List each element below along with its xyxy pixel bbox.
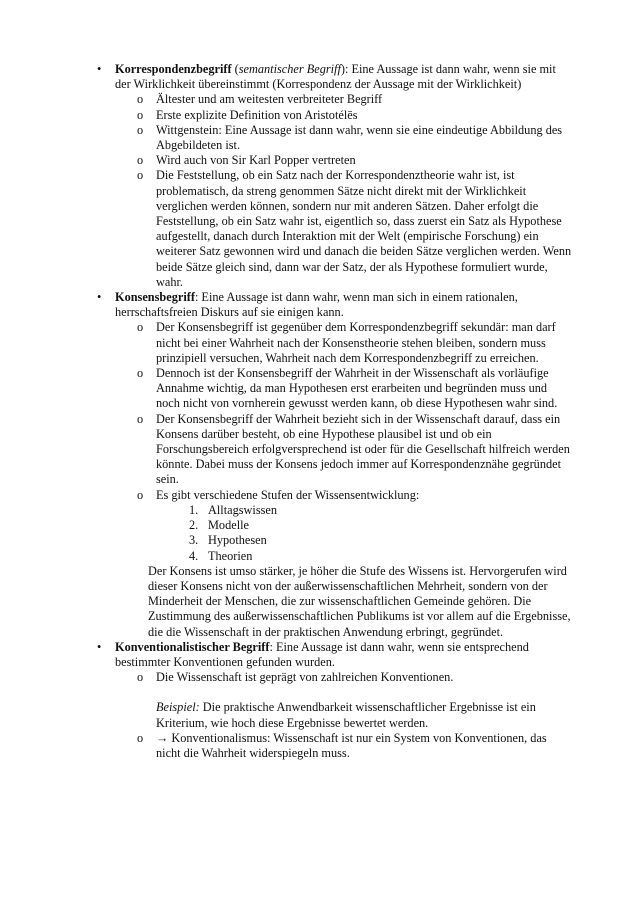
section-heading xyxy=(115,290,572,320)
circle-bullet-icon: o xyxy=(137,487,144,502)
stage-item: 1. Alltagswissen xyxy=(189,502,277,517)
term: Konsensbegriff xyxy=(115,290,195,305)
list-item: o Wittgenstein: Eine Aussage ist dann wahr, wenn sie eine eindeutige Abbildung des Abgebildeten ist. xyxy=(137,122,563,153)
circle-bullet-icon: o xyxy=(137,168,144,183)
circle-bullet-icon: o xyxy=(137,122,144,137)
list-item: o Der Konsensbegriff der Wahrheit bezieht sich in der Wissenschaft darauf, dass ein Konsens darüber besteht, ob eine Hypothese plausibel ist und ob ein Forschungsbereich erfolgversprechend ist oder für die Gesellschaft hilfreich werden könnte. Dabei muss der Konsens jedoch immer auf Korrespondenznähe gegründet sein. xyxy=(137,411,570,487)
section-korrespondenzbegriff xyxy=(97,62,572,92)
circle-bullet-icon: o xyxy=(137,107,144,122)
qualifier: semantischer Begriff xyxy=(238,62,341,76)
example-paragraph: Beispiel: Die praktische Anwendbarkeit wissenschaftlicher Ergebnisse ist ein Kriterium, wie hoch diese Ergebnisse bewertet werden. xyxy=(156,700,536,730)
document-content xyxy=(97,62,572,761)
definition: : Eine Aussage ist dann wahr, wenn sie entsprechend bestimmter Konventionen gefunden wurden. xyxy=(115,639,529,669)
bullet-icon: • xyxy=(97,62,102,76)
circle-bullet-icon: o xyxy=(137,153,144,168)
list-item: o Wird auch von Sir Karl Popper vertreten xyxy=(137,153,356,168)
section-konventionalistischer-begriff xyxy=(97,640,572,670)
list-item: o → Konventionalismus: Wissenschaft ist nur ein System von Konventionen, das nicht die Wahrheit widerspiegeln muss. xyxy=(137,730,547,760)
circle-bullet-icon: o xyxy=(137,411,144,426)
circle-bullet-icon: o xyxy=(137,670,144,685)
term: Korrespondenzbegriff xyxy=(115,62,232,76)
section-konsensbegriff xyxy=(97,290,572,320)
circle-bullet-icon: o xyxy=(137,366,144,381)
closing-paragraph: Der Konsens ist umso stärker, je höher die Stufe des Wissens ist. Hervorgerufen wird dieser Konsens nicht von der außerwissenschaftlichen Mehrheit, sondern von der Minderheit der Menschen, die zur wissenschaftlichen Gemeinde gehören. Die Zustimmung des außerwissenschaftlichen Publikums ist vor allem auf die Ergebnisse, die die Wissenschaft in der praktischen Anwendung erbringt, gegründet. xyxy=(148,563,571,639)
list-item: o Die Feststellung, ob ein Satz nach der Korrespondenztheorie wahr ist, ist problematisch, da streng genommen Sätze nicht direkt mit der Wirklichkeit verglichen werden können, sondern nur mit anderen Sätzen. Daher erfolgt die Feststellung, ob ein Satz wahr ist, eigentlich so, dass zuerst ein Satz als Hypothese aufgestellt, danach durch Interaktion mit der Welt (empirische Forschung) ein weiterer Satz gewonnen wird und danach die beiden Sätze verglichen werden. Wenn beide Sätze gleich sind, dann war der Satz, der als Hypothese formuliert wurde, wahr. xyxy=(137,168,572,289)
list-item: o Ältester und am weitesten verbreiteter Begriff xyxy=(137,92,383,107)
list-item: o Es gibt verschiedene Stufen der Wissensentwicklung: xyxy=(137,487,420,502)
term: Konventionalistischer Begriff xyxy=(115,639,270,654)
bullet-icon: • xyxy=(97,290,102,305)
list-item: o Dennoch ist der Konsensbegriff der Wahrheit in der Wissenschaft als vorläufige Annahme wichtig, da man Hypothesen erst erarbeiten und begründen muss und noch nicht von vornherein gewusst werden kann, ob diese Hypothesen wahr sind. xyxy=(137,366,558,411)
bullet-icon: • xyxy=(97,639,102,654)
circle-bullet-icon: o xyxy=(137,320,144,335)
list-item: o Erste explizite Definition von Aristotélēs xyxy=(137,107,358,122)
circle-bullet-icon: o xyxy=(137,92,144,107)
circle-bullet-icon: o xyxy=(137,730,144,745)
list-item: o Der Konsensbegriff ist gegenüber dem Korrespondenzbegriff sekundär: man darf nicht bei einer Wahrheit nach der Konsenstheorie stehen bleiben, sondern muss prinzipiell versuchen, Wahrheit nach dem Korrespondenzbegriff zu erreichen. xyxy=(137,320,556,365)
section-heading: Korrespondenzbegriff (semantischer Begriff): Eine Aussage ist dann wahr, wenn sie mit der Wirklichkeit übereinstimmt (Korrespondenz der Aussage mit der Wirklichkeit) xyxy=(115,62,556,92)
definition: ): Eine Aussage ist dann wahr, wenn sie mit der Wirklichkeit übereinstimmt (Korrespondenz der Aussage mit der Wirklichkeit) xyxy=(115,62,556,92)
stage-item: 4. Theorien xyxy=(189,548,253,563)
stage-item: 3. Hypothesen xyxy=(189,533,267,548)
list-item: o Die Wissenschaft ist geprägt von zahlreichen Konventionen. xyxy=(137,670,454,685)
example-label: Beispiel: xyxy=(156,700,200,715)
definition: : Eine Aussage ist dann wahr, wenn man sich in einem rationalen, herrschaftsfreien Diskurs auf sie einigen kann. xyxy=(115,290,518,320)
section-heading xyxy=(115,640,572,670)
stage-item: 2. Modelle xyxy=(189,518,249,533)
